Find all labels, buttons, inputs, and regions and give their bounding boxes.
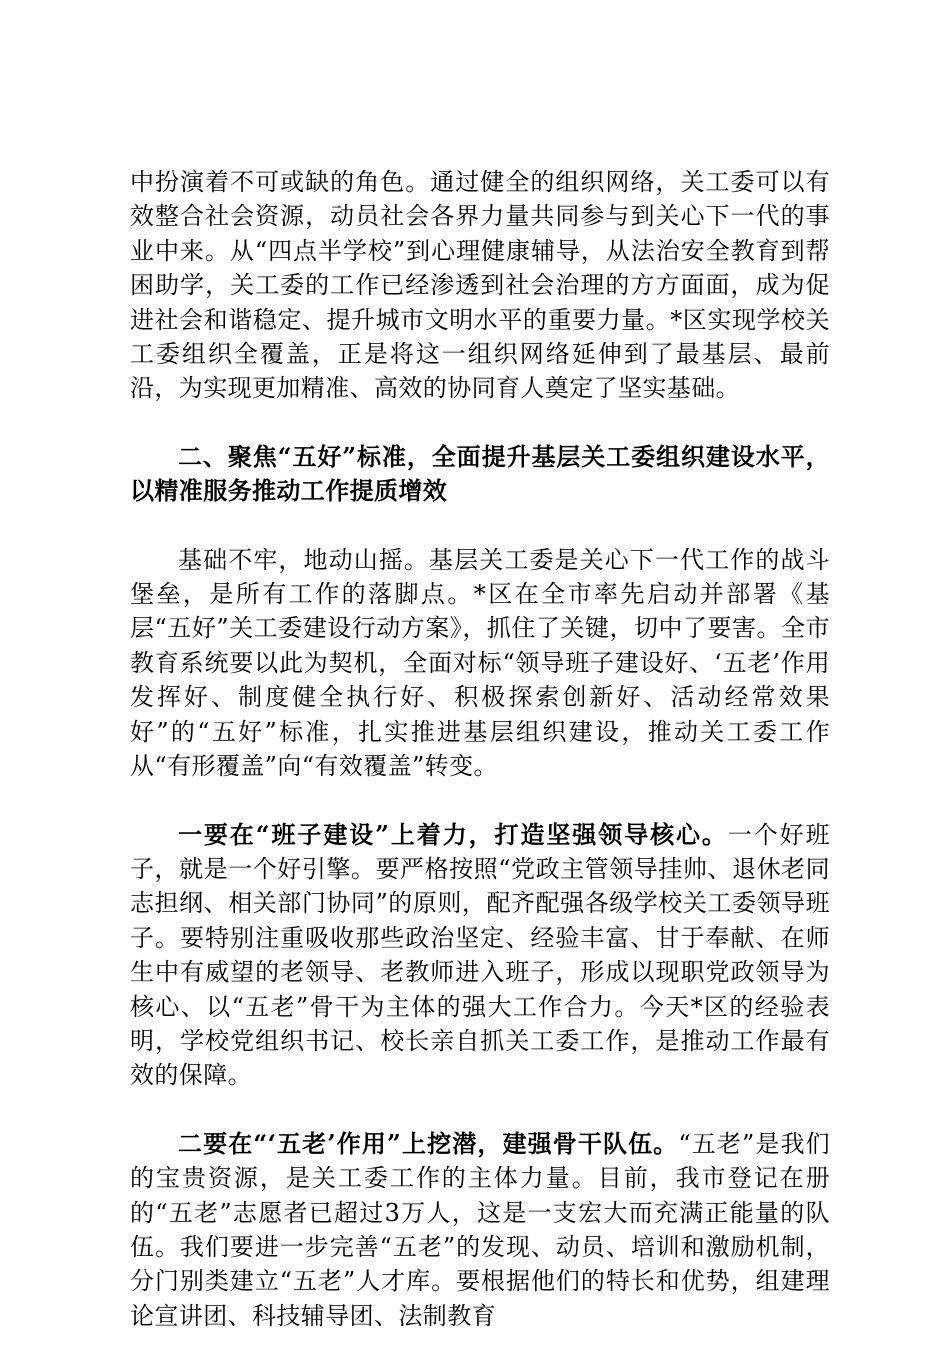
paragraph-five-elders-body: “五老”是我们的宝贵资源，是关工委工作的主体力量。目前，我市登记在册的“五老”志愿者已超过3万人，这是一支宏大而充满正能量的队伍。我们要进一步完善“五老”的发现、动员、培训和激励机制，分门别类建立“五老”人才库。要根据他们的特长和优势，组建理论宣讲团、科技辅导团、法制教育: [130, 1129, 830, 1330]
paragraph-intro: 中扮演着不可或缺的角色。通过健全的组织网络，关工委可以有效整合社会资源，动员社会各界力量共同参与到关心下一代的事业中来。从“四点半学校”到心理健康辅导，从法治安全教育到帮困助学，关工委的工作已经渗透到社会治理的方方面面，成为促进社会和谐稳定、提升城市文明水平的重要力量。*区实现学校关工委组织全覆盖，正是将这一组织网络延伸到了最基层、最前沿，为实现更加精准、高效的协同育人奠定了坚实基础。: [130, 168, 830, 403]
paragraph-five-elders-lead: 二要在“‘五老’作用”上挖潜，建强骨干队伍。: [178, 1128, 679, 1158]
document-page: [130, 165, 830, 1367]
paragraph-five-elders: [130, 1127, 830, 1333]
paragraph-leadership-lead: 一要在“班子建设”上着力，打造坚强领导核心。: [178, 819, 728, 849]
paragraph-leadership: [130, 818, 830, 1093]
paragraph-foundation: 基础不牢，地动山摇。基层关工委是关心下一代工作的战斗堡垒，是所有工作的落脚点。*区在全市率先启动并部署《基层“五好”关工委建设行动方案》，抓住了关键，切中了要害。全市教育系统要以此为契机，全面对标“领导班子建设好、‘五老’作用发挥好、制度健全执行好、积极探索创新好、活动经常效果好”的“五好”标准，扎实推进基层组织建设，推动关工委工作从“有形覆盖”向“有效覆盖”转变。: [130, 545, 830, 781]
section-heading-2: 二、聚焦“五好”标准，全面提升基层关工委组织建设水平，以精准服务推动工作提质增效: [130, 441, 830, 506]
paragraph-leadership-body: 一个好班子，就是一个好引擎。要严格按照“党政主管领导挂帅、退休老同志担纲、相关部门协同”的原则，配齐配强各级学校关工委领导班子。要特别注重吸收那些政治坚定、经验丰富、甘于奉献、在师生中有威望的老领导、老教师进入班子，形成以现职党政领导为核心、以“五老”骨干为主体的强大工作合力。今天*区的经验表明，学校党组织书记、校长亲自抓关工委工作，是推动工作最有效的保障。: [130, 820, 830, 1090]
